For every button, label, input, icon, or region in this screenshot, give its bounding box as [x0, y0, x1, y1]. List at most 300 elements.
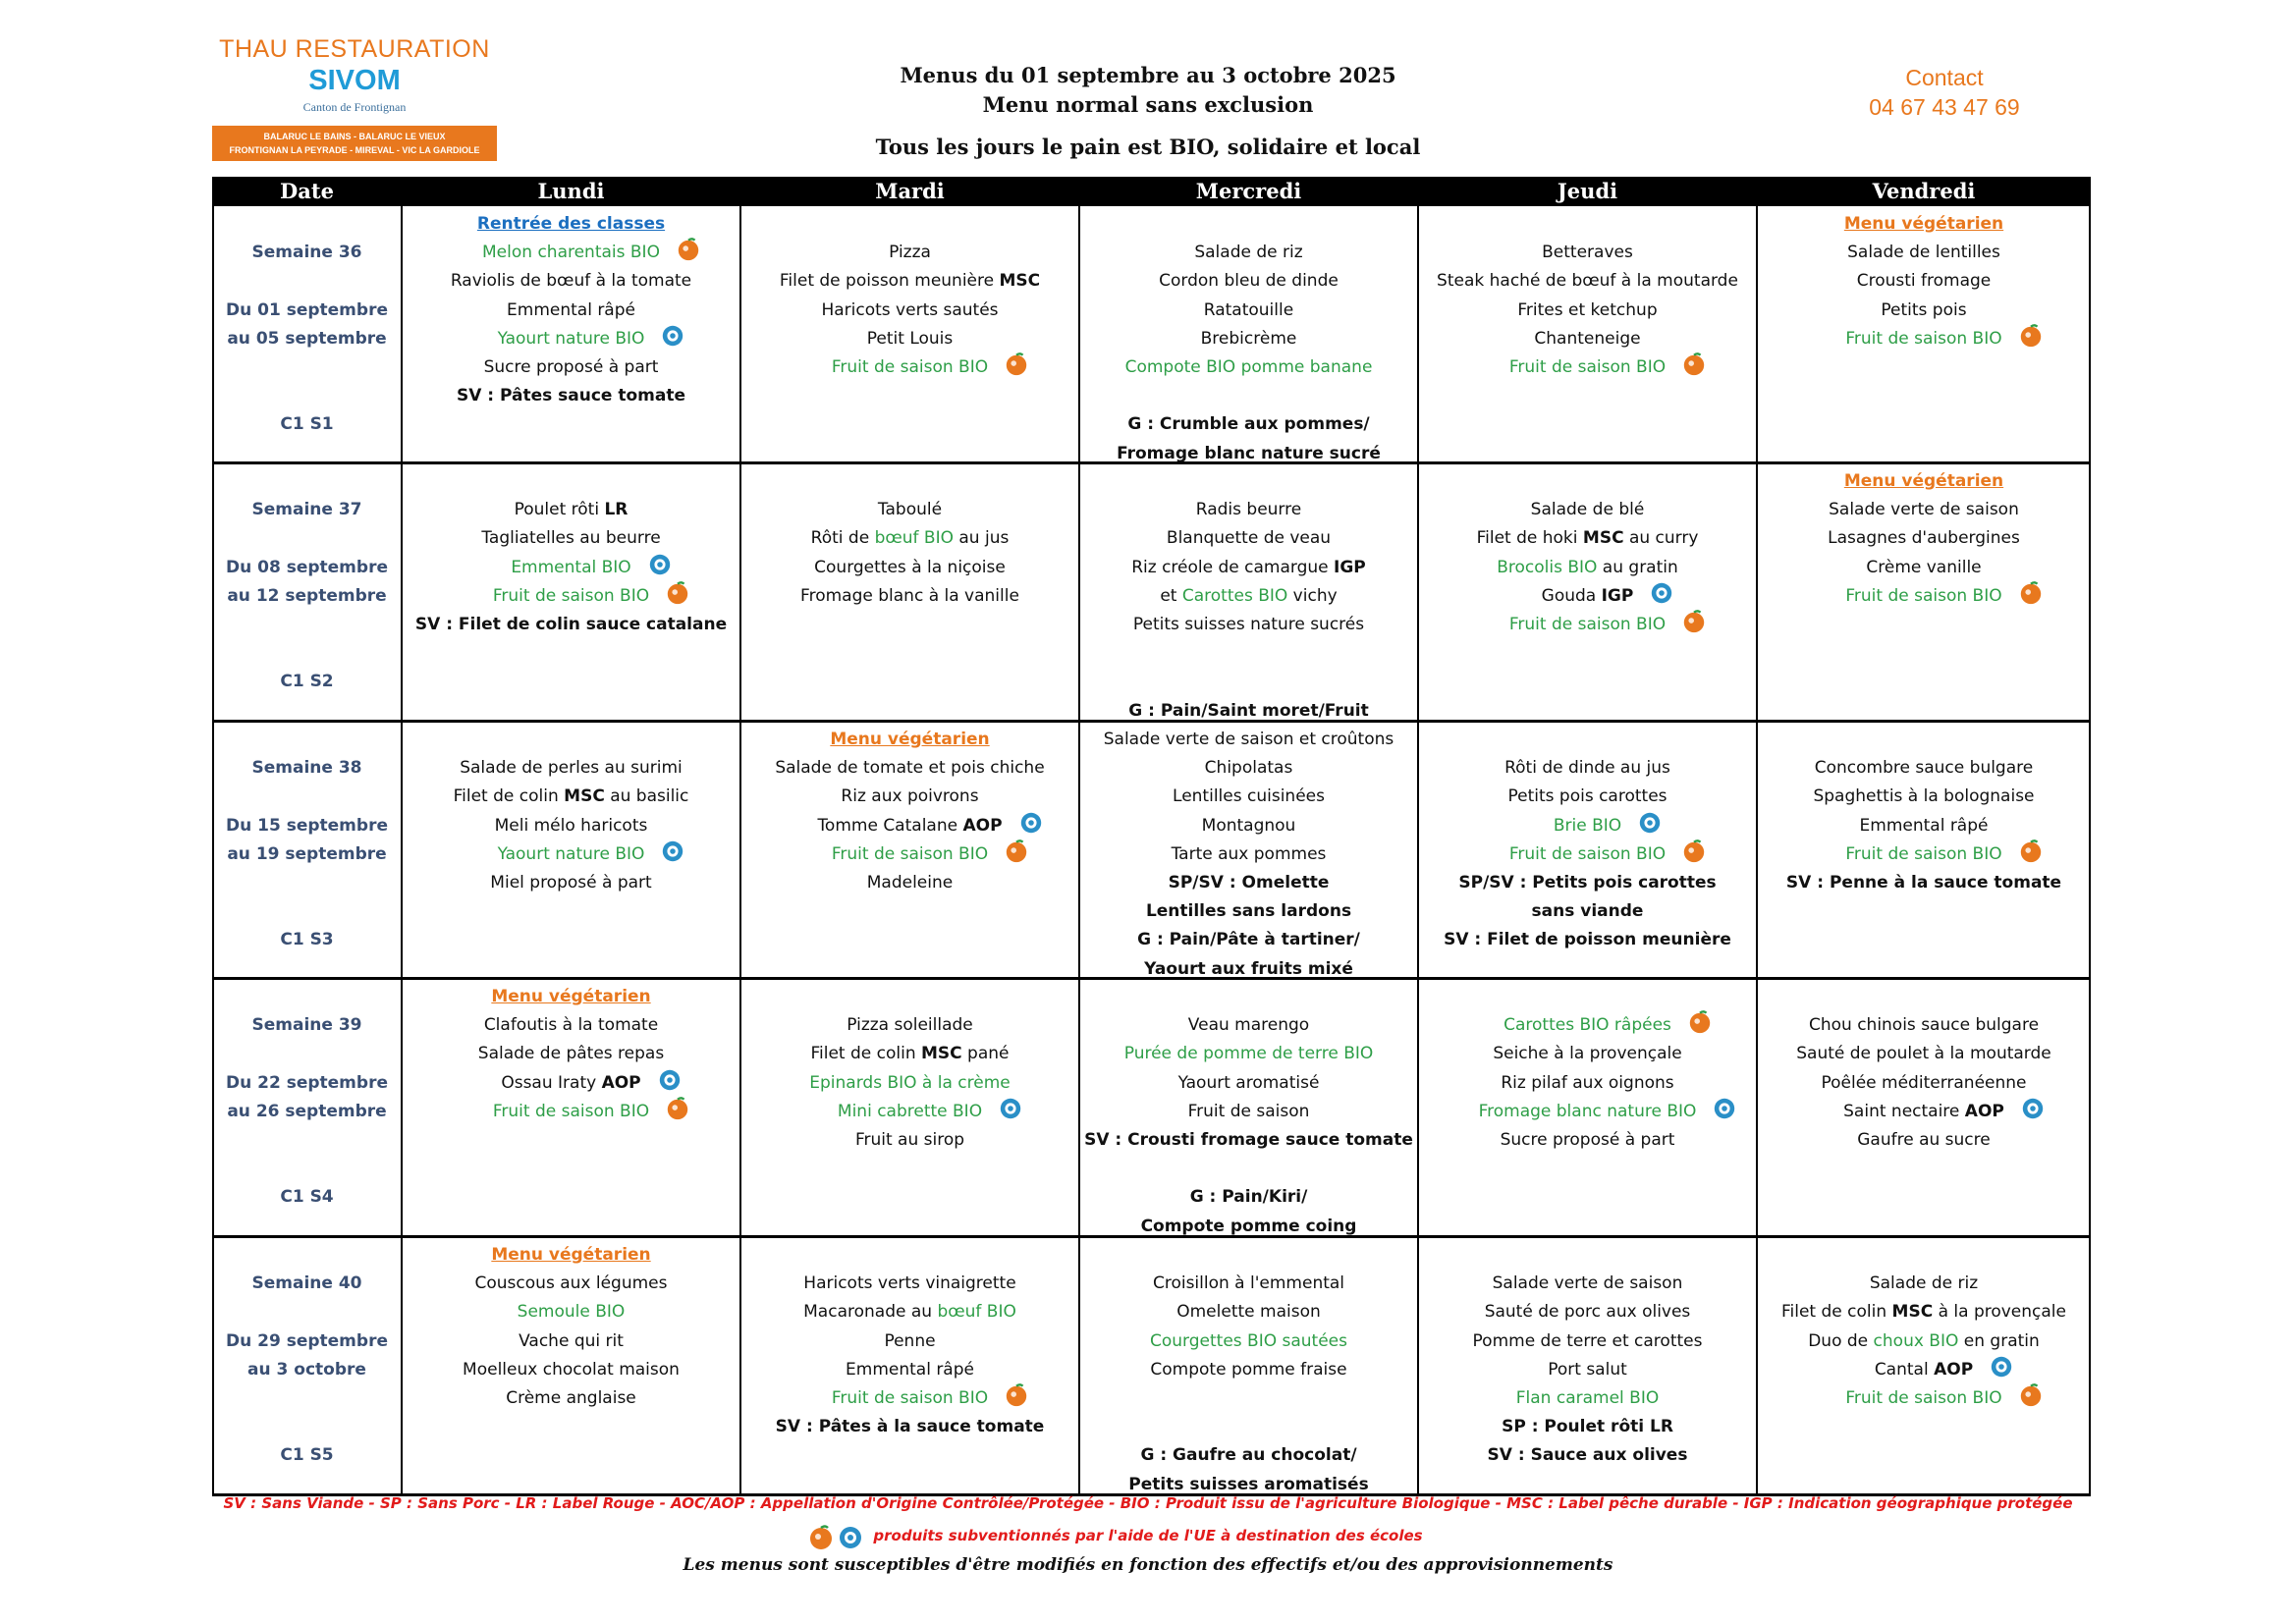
menu-item-text	[1532, 901, 1644, 921]
menu-item-segment: Ossau Iraty	[501, 1072, 602, 1093]
menu-item-text	[1847, 243, 2000, 262]
menu-item-segment: Rentrée des classes	[476, 214, 666, 234]
menu-item	[402, 554, 740, 582]
menu-item-segment: Gaufre au sucre	[1857, 1130, 1991, 1150]
menu-item-segment: Riz aux poivrons	[841, 786, 979, 807]
menu-item-segment: Emmental râpé	[507, 299, 635, 320]
menu-item-segment: Compote BIO pomme banane	[1124, 357, 1373, 377]
menu-item-segment: Fruit de saison BIO	[1508, 615, 1667, 634]
menu-item-segment: Petit Louis	[866, 328, 954, 349]
column-header-jeudi: Jeudi	[1557, 179, 1618, 203]
menu-cell-mercredi	[1079, 983, 1418, 1235]
menu-item-segment: bœuf BIO	[937, 1302, 1016, 1323]
week-date-text: Du 01 septembre	[226, 299, 388, 320]
menu-item	[1757, 325, 2091, 353]
menu-item	[1418, 611, 1757, 639]
menu-item-text	[1531, 500, 1645, 519]
menu-item-segment: Sauté de porc aux olives	[1484, 1302, 1691, 1323]
menu-item	[402, 267, 740, 296]
menu-item-segment: Duo de	[1808, 1330, 1874, 1351]
menu-item	[1418, 1356, 1757, 1384]
menu-cell-mardi	[740, 726, 1079, 977]
menu-item-text	[1542, 243, 1633, 262]
menu-item-segment: Betteraves	[1542, 243, 1633, 263]
menu-item-segment: Fromage blanc nature BIO	[1478, 1101, 1697, 1121]
menu-item-text	[1843, 1102, 2004, 1121]
menu-item	[1757, 1098, 2091, 1126]
menu-item	[740, 1098, 1079, 1126]
menu-item-text	[1845, 329, 2001, 349]
menu-item-segment: Concombre sauce bulgare	[1814, 758, 2034, 779]
menu-item-segment: Menu végétarien	[830, 730, 990, 749]
menu-item-segment: MSC	[999, 271, 1041, 292]
logo-sivom: SIVOM	[308, 65, 401, 96]
menu-cell-jeudi	[1418, 467, 1757, 720]
menu-item-segment: Cantal	[1874, 1359, 1935, 1380]
menu-item-segment: AOP	[962, 815, 1003, 836]
menu-item	[1757, 582, 2091, 611]
menu-item	[1079, 1270, 1418, 1298]
menu-item-text	[1141, 1217, 1357, 1236]
menu-item-segment: Ratatouille	[1203, 299, 1294, 320]
menu-item-text	[1131, 558, 1366, 577]
menu-item	[402, 840, 740, 869]
menu-item-segment: Vache qui rit	[519, 1330, 624, 1351]
menu-cell-mardi	[740, 467, 1079, 720]
menu-item-segment: Miel proposé à part	[490, 873, 652, 893]
menu-item	[1757, 812, 2091, 840]
menu-item-segment: Sucre proposé à part	[483, 357, 659, 377]
menu-item-text	[1493, 1044, 1681, 1063]
menu-cell-mercredi	[1079, 1241, 1418, 1493]
menu-item	[1079, 1356, 1418, 1384]
week-date-text: Du 15 septembre	[226, 815, 388, 836]
menu-item-segment: SV : Filet de poisson meunière	[1444, 930, 1731, 950]
menu-item-segment: Filet de hoki	[1476, 528, 1583, 549]
menu-item	[1757, 524, 2091, 553]
menu-item	[1757, 267, 2091, 296]
menu-item	[402, 1270, 740, 1298]
blue-milk-icon	[1712, 1096, 1737, 1121]
menu-item	[402, 239, 740, 267]
menu-item-segment: Melon charentais BIO	[482, 243, 660, 263]
bread-notice: Tous les jours le pain est BIO, solidaire et local	[875, 135, 1421, 159]
menu-item	[1079, 582, 1418, 611]
menu-item-segment: Flan caramel BIO	[1515, 1388, 1660, 1408]
menu-item	[1757, 1356, 2091, 1384]
menu-item-segment: Pizza	[889, 243, 931, 263]
menu-item	[740, 812, 1079, 840]
logo-towns-line1: BALARUC LE BAINS - BALARUC LE VIEUX	[263, 132, 446, 141]
blue-milk-icon	[2020, 1096, 2046, 1121]
menu-item-text	[803, 1302, 1016, 1322]
menu-item-segment: AOP	[601, 1072, 641, 1093]
menu-item	[402, 297, 740, 325]
menu-item-text	[1815, 758, 2033, 778]
menu-item-segment: AOP	[1964, 1101, 2004, 1121]
menu-item-text	[878, 500, 942, 519]
menu-item-segment: Courgettes à la niçoise	[814, 557, 1006, 577]
menu-item	[402, 210, 740, 239]
menu-item	[1418, 1441, 1757, 1470]
week-date-text: C1 S5	[280, 1445, 334, 1466]
menu-item	[1079, 1441, 1418, 1470]
menu-item-segment: Lasagnes d'aubergines	[1828, 528, 2020, 549]
menu-item-segment: G : Gaufre au chocolat/	[1140, 1445, 1357, 1466]
menu-item-text	[814, 558, 1006, 577]
menu-item-segment: Riz pilaf aux oignons	[1501, 1072, 1674, 1093]
menu-item-segment: Yaourt nature BIO	[497, 843, 645, 864]
menu-item	[740, 840, 1079, 869]
menu-item-text	[1781, 1302, 2066, 1322]
menu-item-text	[1140, 1445, 1356, 1465]
menu-item-text	[493, 1102, 649, 1121]
orange-fruit-icon	[676, 237, 701, 262]
menu-item-text	[506, 1388, 636, 1408]
menu-item	[740, 1327, 1079, 1356]
menu-item-text	[1845, 1388, 2001, 1408]
menu-item	[1418, 1040, 1757, 1068]
menu-item	[1418, 1270, 1757, 1298]
menu-cell-lundi	[402, 467, 740, 720]
menu-item-segment: Fruit de saison BIO	[492, 585, 650, 606]
menu-item-text	[1173, 786, 1325, 806]
week-date-text: Semaine 39	[251, 1015, 362, 1036]
menu-item	[740, 582, 1079, 611]
column-header-lundi: Lundi	[537, 179, 605, 203]
menu-item-text	[493, 586, 649, 606]
menu-item-text	[1104, 730, 1394, 749]
menu-item-text	[1458, 873, 1716, 893]
menu-item	[1079, 267, 1418, 296]
menu-item-text	[1473, 1331, 1703, 1351]
menu-item	[1079, 897, 1418, 926]
legend-text: SV : Sans Viande - SP : Sans Porc - LR : Label Rouge - AOC/AOP : Appellation d'Origine Contrôlée/Protégée - BIO : Produit issu de l'agriculture Biologique - MSC : Label pêche durable - IGP : Indication géographique protégée	[223, 1494, 2073, 1512]
menu-item	[1757, 869, 2091, 897]
menu-item	[1757, 754, 2091, 783]
menu-item	[740, 726, 1079, 754]
menu-item-text	[1507, 786, 1667, 806]
week-date-text: Du 22 septembre	[226, 1072, 388, 1093]
menu-item-text	[846, 1360, 974, 1380]
menu-cell-lundi	[402, 210, 740, 461]
menu-item-text	[1188, 1102, 1310, 1121]
menu-item	[1079, 524, 1418, 553]
menu-item-segment: Fruit de saison BIO	[1845, 843, 2002, 864]
menu-item	[740, 869, 1079, 897]
menu-item-segment: Crousti fromage	[1856, 271, 1992, 292]
menu-item-text	[1844, 471, 2003, 491]
menu-item-text	[1813, 786, 2034, 806]
menu-item-segment: Salade de perles au surimi	[460, 758, 683, 779]
menu-item-segment: Chou chinois sauce bulgare	[1808, 1015, 2040, 1036]
menu-item-segment: Fruit de saison BIO	[492, 1101, 650, 1121]
menu-item-segment: Semoule BIO	[517, 1302, 626, 1323]
menu-item-text	[1485, 1302, 1691, 1322]
menu-item-segment: Compote pomme coing	[1140, 1216, 1357, 1236]
menu-item-segment: Compote pomme fraise	[1150, 1359, 1347, 1380]
menu-item	[1757, 840, 2091, 869]
week-date-text: au 19 septembre	[227, 843, 387, 864]
menu-item-segment: Menu végétarien	[1843, 471, 2004, 491]
menu-item	[1757, 554, 2091, 582]
menu-item-segment: MSC	[1891, 1302, 1934, 1323]
menu-item	[1757, 1384, 2091, 1413]
menu-item	[1418, 1098, 1757, 1126]
menu-item	[402, 983, 740, 1011]
menu-item-text	[491, 1245, 650, 1265]
menu-item-segment: au curry	[1623, 528, 1699, 549]
menu-item-text	[830, 730, 989, 749]
menu-item-segment: Couscous aux légumes	[474, 1273, 668, 1294]
menu-item	[740, 554, 1079, 582]
week-date-cell	[212, 726, 402, 977]
menu-item-segment: Saint nectaire	[1843, 1101, 1965, 1121]
menu-item-segment: Moelleux chocolat maison	[463, 1359, 680, 1380]
menu-item-text	[1205, 758, 1293, 778]
menu-item-text	[775, 758, 1044, 778]
menu-item	[740, 297, 1079, 325]
menu-item	[740, 1270, 1079, 1298]
menu-item-text	[1502, 1417, 1673, 1436]
menu-item-segment: Brocolis BIO	[1497, 557, 1598, 577]
menu-item-text	[1860, 816, 1989, 836]
orange-fruit-icon	[1004, 839, 1029, 864]
menu-item-segment: Purée de pomme de terre BIO	[1123, 1044, 1374, 1064]
subsidy-text: produits subventionnés par l'aide de l'UE à destination des écoles	[873, 1527, 1423, 1544]
menu-item-text	[518, 1302, 626, 1322]
menu-item-segment: Emmental BIO	[511, 557, 631, 577]
menu-item-segment: en gratin	[1958, 1330, 2040, 1351]
menu-item-segment: Crème vanille	[1866, 557, 1982, 577]
menu-item-segment: Rôti de dinde au jus	[1504, 758, 1670, 779]
menu-cell-mardi	[740, 1241, 1079, 1493]
menu-item-text	[1178, 1073, 1320, 1093]
menu-item-segment: AOP	[1934, 1359, 1974, 1380]
menu-cell-mercredi	[1079, 467, 1418, 720]
menu-item	[740, 1126, 1079, 1155]
menu-item-segment: Salade de riz	[1869, 1273, 1979, 1294]
menu-item	[1418, 812, 1757, 840]
menu-item-text	[1144, 959, 1353, 979]
menu-item-segment: Petits suisses aromatisés	[1128, 1474, 1369, 1494]
menu-item-segment: Epinards BIO à la crème	[809, 1072, 1011, 1093]
menu-item-text	[515, 500, 629, 519]
menu-cell-mardi	[740, 983, 1079, 1235]
menu-item-segment: Poulet rôti	[514, 500, 605, 520]
menu-item	[740, 1413, 1079, 1441]
orange-fruit-icon	[1004, 1382, 1029, 1408]
menu-item-segment: Haricots verts sautés	[821, 299, 999, 320]
menu-item	[402, 1384, 740, 1413]
menu-item-text	[1124, 1044, 1374, 1063]
week-date-text: Du 08 septembre	[226, 557, 388, 577]
menu-item-segment: Fruit de saison BIO	[831, 1388, 989, 1408]
menu-item	[1079, 726, 1418, 754]
menu-item	[402, 754, 740, 783]
menu-item-segment: Madeleine	[866, 873, 954, 893]
menu-item-text	[1497, 558, 1678, 577]
week-date-cell	[212, 467, 402, 720]
menu-item	[1079, 1126, 1418, 1155]
menu-item-segment: Tagliatelles au beurre	[481, 528, 661, 549]
menu-item-text	[1534, 329, 1640, 349]
menu-item	[1418, 1384, 1757, 1413]
menu-item-text	[1137, 930, 1360, 949]
menu-cell-jeudi	[1418, 1241, 1757, 1493]
orange-fruit-icon	[1687, 1009, 1713, 1035]
menu-item	[402, 353, 740, 382]
menu-item-segment: Brie BIO	[1553, 815, 1622, 836]
menu-item-segment: Croisillon à l'emmental	[1152, 1273, 1345, 1294]
menu-item	[402, 869, 740, 897]
menu-item-text	[855, 1130, 964, 1150]
menu-item	[740, 1298, 1079, 1326]
menu-item-segment: Brebicrème	[1200, 328, 1297, 349]
menu-item-segment: G : Crumble aux pommes/	[1127, 414, 1370, 435]
menu-item	[1079, 926, 1418, 954]
menu-item-segment: G : Pain/Pâte à tartiner/	[1137, 930, 1360, 950]
menu-item-text	[1444, 930, 1731, 949]
menu-item	[402, 382, 740, 410]
menu-item-text	[1844, 214, 2003, 234]
menu-item-segment: vichy	[1287, 585, 1338, 606]
menu-item-text	[1501, 1073, 1673, 1093]
menu-item-text	[1516, 1388, 1659, 1408]
orange-fruit-icon	[1681, 352, 1707, 377]
blue-milk-icon	[660, 323, 685, 349]
menu-item	[402, 1241, 740, 1270]
menu-item-text	[1509, 844, 1666, 864]
menu-item	[1079, 239, 1418, 267]
menu-item-segment: Yaourt aux fruits mixé	[1144, 958, 1353, 979]
menu-item-segment: Fruit de saison BIO	[831, 843, 989, 864]
menu-item-text	[495, 816, 648, 836]
menu-table	[212, 177, 2091, 1497]
menu-item	[1079, 353, 1418, 382]
menu-item-segment: Pomme de terre et carottes	[1472, 1330, 1703, 1351]
week-date-text: au 3 octobre	[247, 1359, 366, 1380]
menu-item-text	[1845, 844, 2001, 864]
menu-item-text	[1202, 816, 1296, 836]
menu-item-segment: Port salut	[1548, 1359, 1627, 1380]
menu-item-text	[1488, 1445, 1688, 1465]
menu-item-text	[460, 758, 683, 778]
menu-item-text	[475, 1273, 668, 1293]
menu-item-segment: Salade de blé	[1530, 500, 1645, 520]
menu-item-text	[1548, 1360, 1627, 1380]
menu-item-text	[1554, 816, 1621, 836]
menu-item-text	[1881, 300, 1966, 320]
menu-item-text	[1504, 758, 1670, 778]
menu-item-segment: Fruit de saison BIO	[1845, 328, 2002, 349]
menu-item-text	[451, 271, 691, 291]
menu-cell-vendredi	[1757, 210, 2091, 461]
blue-milk-icon	[647, 552, 673, 577]
menu-item-text	[498, 844, 645, 864]
menu-item	[1757, 496, 2091, 524]
menu-item	[402, 1040, 740, 1068]
menu-item-segment: au gratin	[1597, 557, 1678, 577]
orange-fruit-icon	[2018, 1382, 2044, 1408]
menu-item-text	[1153, 1273, 1344, 1293]
menu-item-text	[1190, 1187, 1308, 1207]
menu-item-text	[889, 243, 931, 262]
menu-item	[402, 812, 740, 840]
menu-title: Menus du 01 septembre au 3 octobre 2025	[900, 63, 1396, 87]
menu-item-segment: Haricots verts vinaigrette	[803, 1273, 1016, 1294]
menu-item-segment: à la provençale	[1933, 1302, 2066, 1323]
menu-item-segment: Blanquette de veau	[1166, 528, 1332, 549]
menu-item-text	[867, 329, 954, 349]
menu-item-segment: SP/SV : Petits pois carottes	[1458, 873, 1717, 893]
week-date-text: au 12 septembre	[227, 585, 387, 606]
menu-item-text	[1845, 586, 2001, 606]
menu-item-segment: Omelette maison	[1176, 1302, 1321, 1323]
menu-item-segment: Lentilles cuisinées	[1173, 786, 1325, 807]
menu-item-text	[1201, 329, 1297, 349]
menu-item-segment: Filet de colin	[453, 786, 565, 807]
menu-item	[1418, 554, 1757, 582]
menu-item-segment: Carottes BIO	[1181, 585, 1288, 606]
menu-item-text	[511, 558, 630, 577]
menu-cell-lundi	[402, 983, 740, 1235]
menu-item	[1079, 754, 1418, 783]
menu-item	[1757, 239, 2091, 267]
menu-item-segment: Petits suisses nature sucrés	[1132, 615, 1365, 634]
menu-item-text	[1196, 500, 1301, 519]
menu-item	[1418, 325, 1757, 353]
menu-item-segment: Yaourt aromatisé	[1177, 1072, 1320, 1093]
menu-cell-lundi	[402, 726, 740, 977]
menu-item-segment: Sauté de poulet à la moutarde	[1796, 1044, 2051, 1064]
menu-item	[1418, 1327, 1757, 1356]
menu-item	[402, 611, 740, 639]
menu-item	[1079, 1040, 1418, 1068]
menu-item	[402, 524, 740, 553]
menu-cell-mardi	[740, 210, 1079, 461]
menu-item-segment: Chanteneige	[1534, 328, 1641, 349]
menu-item	[1079, 1183, 1418, 1212]
menu-item-segment: Rôti de	[810, 528, 875, 549]
menu-item-text	[1125, 357, 1373, 377]
menu-item	[1418, 897, 1757, 926]
menu-item-text	[1188, 1015, 1309, 1035]
menu-item-text	[884, 1331, 935, 1351]
week-date-cell	[212, 1241, 402, 1493]
menu-item-segment: LR	[604, 500, 629, 520]
menu-item-text	[1875, 1360, 1973, 1380]
menu-item-text	[1509, 357, 1666, 377]
menu-item-segment: MSC	[564, 786, 605, 807]
menu-item-segment: Fruit de saison BIO	[1508, 357, 1667, 377]
blue-milk-icon	[660, 839, 685, 864]
menu-item	[1757, 1126, 2091, 1155]
menu-item-text	[841, 786, 978, 806]
menu-cell-vendredi	[1757, 726, 2091, 977]
menu-item-segment: Raviolis de bœuf à la tomate	[450, 271, 692, 292]
menu-item-text	[821, 300, 998, 320]
week-date-text: au 05 septembre	[227, 328, 387, 349]
menu-item	[1079, 1213, 1418, 1241]
menu-item	[1079, 611, 1418, 639]
menu-item	[1418, 239, 1757, 267]
column-header-date: Date	[280, 179, 334, 203]
menu-item-text	[1133, 615, 1364, 634]
menu-item	[1418, 840, 1757, 869]
menu-item-text	[780, 271, 1040, 291]
menu-cell-vendredi	[1757, 983, 2091, 1235]
